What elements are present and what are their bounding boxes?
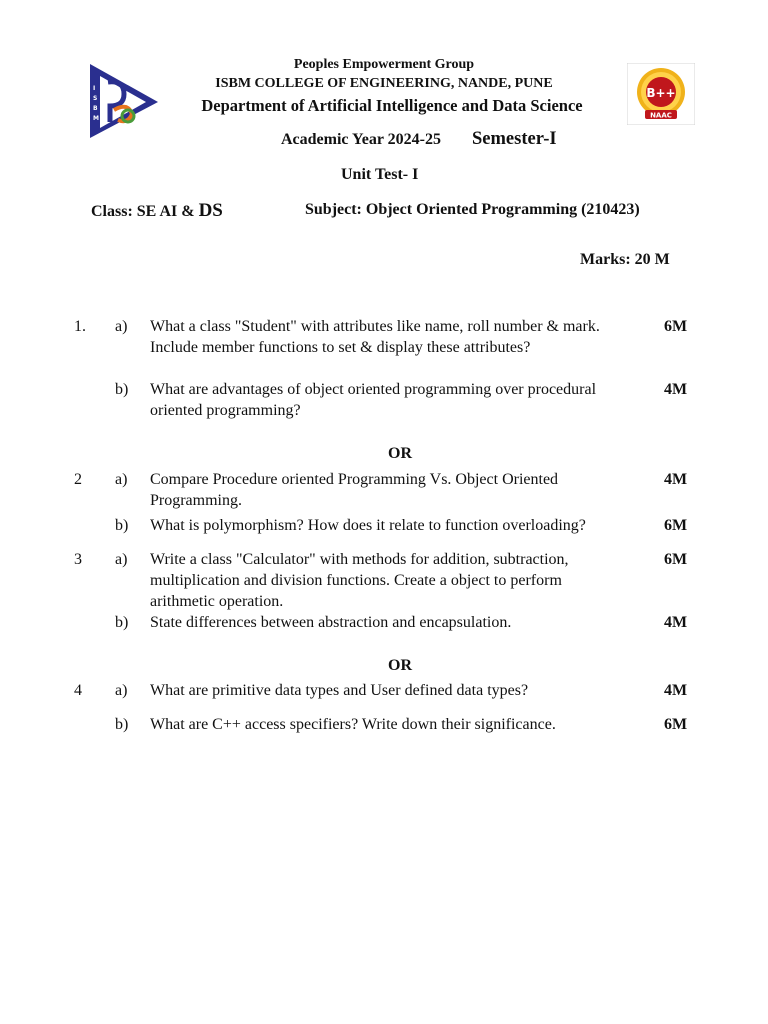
class-suffix: DS <box>198 200 223 221</box>
question-number: 1. <box>74 318 86 335</box>
question-text: Compare Procedure oriented Programming Vs. Object Oriented Programming. <box>150 471 559 509</box>
badge-label: NAAC <box>650 111 672 120</box>
question-part: a) <box>115 471 128 488</box>
question-number: 3 <box>74 551 82 568</box>
total-marks: Marks: 20 M <box>580 251 670 268</box>
question-text: What are primitive data types and User defined data types? <box>150 682 529 699</box>
question-text: What are advantages of object oriented programming over procedural oriented programming? <box>150 381 597 419</box>
department-name: Department of Artificial Intelligence and Data Science <box>201 96 583 115</box>
question-number: 2 <box>74 471 82 488</box>
question-text: What are C++ access specifiers? Write down their significance. <box>150 716 556 733</box>
question-text: What is polymorphism? How does it relate to function overloading? <box>150 517 586 534</box>
question-marks: 4M <box>664 682 688 699</box>
group-name: Peoples Empowerment Group <box>293 57 475 72</box>
question-marks: 6M <box>664 318 688 335</box>
question-text: State differences between abstraction and encapsulation. <box>150 614 512 631</box>
subject-label: Subject: Object Oriented Programming (210423) <box>305 201 640 218</box>
or-separator: OR <box>388 445 412 462</box>
question-marks: 4M <box>664 381 688 398</box>
question-marks: 4M <box>664 471 688 488</box>
svg-text:S: S <box>93 95 98 102</box>
question-part: b) <box>115 716 129 733</box>
class-prefix: Class: SE AI & <box>91 203 195 220</box>
question-marks: 6M <box>664 551 688 568</box>
question-part: a) <box>115 682 128 699</box>
unit-test-title: Unit Test- I <box>341 166 419 183</box>
question-part: a) <box>115 318 128 335</box>
question-part: b) <box>115 614 129 631</box>
question-number: 4 <box>74 682 82 699</box>
question-marks: 4M <box>664 614 688 631</box>
svg-text:B: B <box>93 105 98 112</box>
academic-year: Academic Year 2024-25 <box>281 131 441 148</box>
question-part: b) <box>115 517 129 534</box>
college-name: ISBM COLLEGE OF ENGINEERING, NANDE, PUNE <box>215 76 553 91</box>
question-part: b) <box>115 381 129 398</box>
svg-text:I: I <box>93 85 96 92</box>
question-marks: 6M <box>664 716 688 733</box>
badge-grade: B++ <box>646 86 676 100</box>
class-label <box>91 200 223 222</box>
svg-text:M: M <box>93 115 99 122</box>
question-text: Write a class "Calculator" with methods for addition, subtraction, multiplication and division functions. Create a object to perform arithmetic operation. <box>150 551 569 610</box>
question-text: What a class "Student" with attributes like name, roll number & mark. Include member functions to set & display these attributes? <box>150 318 600 356</box>
semester: Semester-I <box>472 129 557 149</box>
question-part: a) <box>115 551 128 568</box>
question-marks: 6M <box>664 517 688 534</box>
or-separator: OR <box>388 657 412 674</box>
